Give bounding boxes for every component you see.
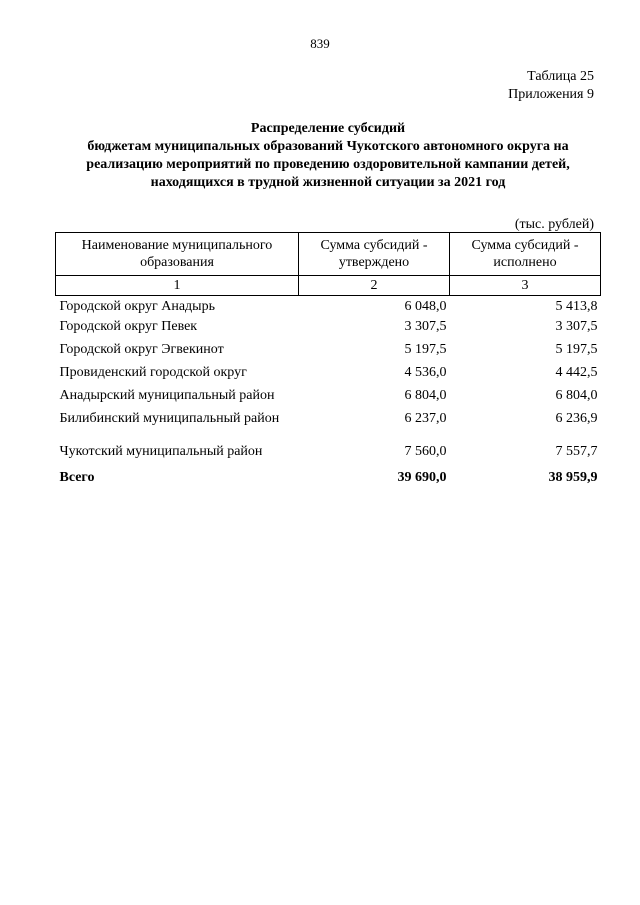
row-approved: 3 307,5 bbox=[404, 319, 447, 334]
header-municipality: Наименование муниципального образования bbox=[56, 233, 299, 276]
column-number-3: 3 bbox=[450, 276, 601, 296]
total-approved: 39 690,0 bbox=[397, 470, 447, 485]
row-executed: 6 804,0 bbox=[555, 388, 598, 403]
row-name: Билибинский муниципальный район bbox=[59, 411, 280, 426]
table-label: Таблица 25 bbox=[527, 69, 594, 84]
row-approved: 6 237,0 bbox=[404, 411, 447, 426]
row-executed: 5 197,5 bbox=[555, 342, 598, 357]
appendix-reference bbox=[508, 68, 594, 104]
column-number-row bbox=[56, 276, 601, 296]
row-name: Городской округ Эгвекинот bbox=[59, 342, 224, 357]
row-name: Городской округ Певек bbox=[59, 319, 198, 334]
row-name: Провиденский городской округ bbox=[59, 365, 247, 380]
table-row bbox=[56, 388, 601, 411]
column-number-2: 2 bbox=[299, 276, 450, 296]
title-line-2: бюджетам муниципальных образований Чукотского автономного округа на реализацию мероприятий по проведению оздоровительной кампании детей, находящихся в трудной жизненной ситуации за 2021 год bbox=[86, 139, 570, 190]
table-row bbox=[56, 319, 601, 342]
units-label: (тыс. рублей) bbox=[514, 217, 594, 232]
row-executed: 3 307,5 bbox=[555, 319, 598, 334]
table-row bbox=[56, 365, 601, 388]
table-row bbox=[56, 411, 601, 444]
row-approved: 4 536,0 bbox=[404, 365, 447, 380]
row-executed: 6 236,9 bbox=[555, 411, 598, 426]
appendix-label: Приложения 9 bbox=[508, 87, 594, 102]
column-number-1: 1 bbox=[56, 276, 299, 296]
header-approved: Сумма субсидий - утверждено bbox=[299, 233, 450, 276]
row-approved: 6 048,0 bbox=[404, 299, 447, 314]
row-approved: 5 197,5 bbox=[404, 342, 447, 357]
row-name: Анадырский муниципальный район bbox=[59, 388, 275, 403]
table-row bbox=[56, 444, 601, 467]
total-row bbox=[56, 467, 601, 486]
table-row bbox=[56, 342, 601, 365]
table-row bbox=[56, 296, 601, 320]
row-approved: 6 804,0 bbox=[404, 388, 447, 403]
row-name: Чукотский муниципальный район bbox=[59, 444, 263, 459]
page-number: 839 bbox=[310, 36, 330, 51]
document-title bbox=[50, 120, 606, 192]
total-executed: 38 959,9 bbox=[548, 470, 598, 485]
row-executed: 7 557,7 bbox=[555, 444, 598, 459]
subsidy-table bbox=[55, 232, 601, 486]
row-name: Городской округ Анадырь bbox=[59, 299, 215, 314]
header-executed: Сумма субсидий - исполнено bbox=[450, 233, 601, 276]
table-header-row bbox=[56, 233, 601, 276]
row-approved: 7 560,0 bbox=[404, 444, 447, 459]
row-executed: 5 413,8 bbox=[555, 299, 598, 314]
row-executed: 4 442,5 bbox=[555, 365, 598, 380]
total-label: Всего bbox=[59, 470, 95, 485]
title-line-1: Распределение субсидий bbox=[250, 121, 406, 136]
